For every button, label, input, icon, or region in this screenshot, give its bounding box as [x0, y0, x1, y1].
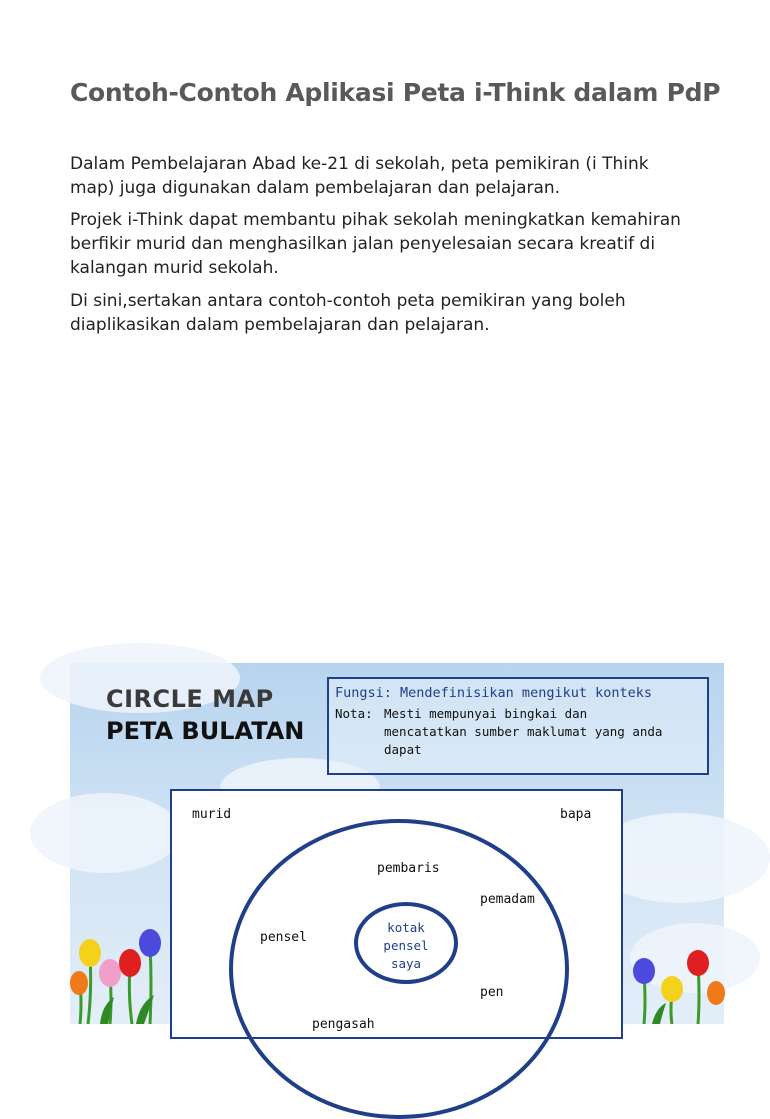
text-line: Dalam Pembelajaran Abad ke-21 di sekolah, peta pemikiran (i Think [70, 154, 649, 174]
context-item-pensel: pensel [260, 930, 307, 945]
text-line: Projek i-Think dapat membantu pihak sekolah meningkatkan kemahiran [70, 210, 681, 230]
frame-label-murid: murid [192, 807, 232, 822]
info-box [327, 677, 709, 775]
text-line: map) juga digunakan dalam pembelajaran dan pelajaran. [70, 178, 561, 198]
text-line: kalangan murid sekolah. [70, 258, 279, 278]
nota-line: dapat [384, 742, 422, 757]
nota-line: mencatatkan sumber maklumat yang anda [384, 724, 663, 739]
center-topic [354, 919, 458, 973]
center-line: saya [390, 956, 422, 971]
nota-line: Mesti mempunyai bingkai dan [384, 706, 588, 721]
context-item-pembaris: pembaris [377, 861, 440, 876]
text-line: diaplikasikan dalam pembelajaran dan pelajaran. [70, 315, 490, 335]
frame-label-bapa: bapa [560, 807, 592, 822]
circle-map-heading: CIRCLE MAP [106, 685, 274, 713]
peta-bulatan-heading: PETA BULATAN [106, 717, 305, 745]
frame-of-reference [170, 789, 623, 1039]
fungsi-text: Fungsi: Mendefinisikan mengikut konteks [335, 685, 652, 701]
context-item-pen: pen [480, 985, 504, 1000]
page-title: Contoh-Contoh Aplikasi Peta i-Think dalam PdP [70, 78, 721, 107]
paragraph-1 [70, 152, 720, 200]
context-item-pengasah: pengasah [312, 1017, 375, 1032]
context-item-pemadam: pemadam [480, 892, 535, 907]
tulips-right-illustration [624, 953, 724, 1024]
text-line: berfikir murid dan menghasilkan jalan penyelesaian secara kreatif di [70, 234, 656, 254]
circle-map-poster [70, 663, 724, 1032]
nota-label: Nota: [335, 706, 373, 721]
paragraph-3 [70, 289, 720, 337]
center-line: pensel [383, 938, 429, 953]
text-line: Di sini,sertakan antara contoh-contoh peta pemikiran yang boleh [70, 291, 626, 311]
center-line: kotak [387, 920, 425, 935]
paragraph-2 [70, 208, 720, 280]
cloud-decoration [30, 793, 180, 873]
tulips-left-illustration [70, 925, 170, 1024]
